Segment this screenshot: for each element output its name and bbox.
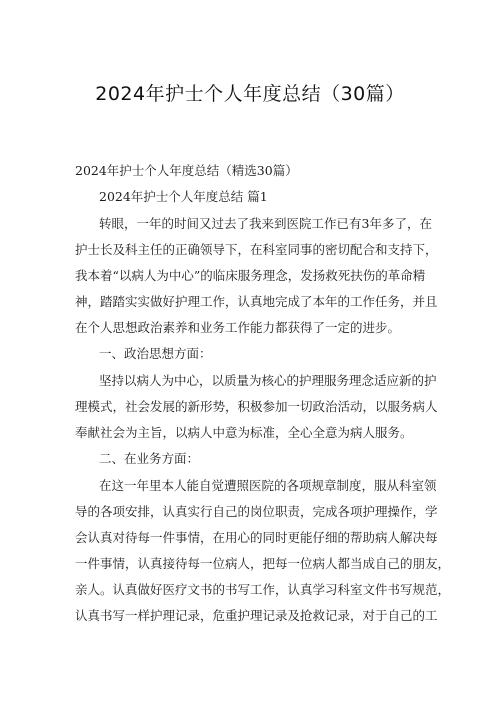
paragraph-line: 会认真对待每一件事情，在用心的同时更能仔细的帮助病人解决每: [75, 530, 438, 545]
paragraph-line: 坚持以病人为中心，以质量为核心的护理服务理念适应新的护: [99, 373, 437, 388]
paragraph-line: 护士长及科主任的正确领导下，在科室同事的密切配合和支持下，: [75, 242, 438, 257]
subtitle-line: 2024年护士个人年度总结（精选30篇）: [75, 163, 298, 178]
paragraph-line: 转眼，一年的时间又过去了我来到医院工作已有3年多了，在: [99, 216, 432, 231]
paragraph-line: 理模式，社会发展的新形势，积极参加一切政治活动，以服务病人: [75, 399, 438, 414]
subheading: 二、在业务方面：: [99, 451, 200, 466]
paragraph-line: 奉献社会为主旨，以病人中意为标准，全心全意为病人服务。: [75, 425, 413, 440]
paragraph-line: 一件事情，认真接待每一位病人，把每一位病人都当成自己的朋友，: [75, 556, 451, 571]
paragraph-line: 我本着“以病人为中心”的临床服务理念，发扬救死扶伤的革命精: [75, 268, 426, 283]
paragraph-line: 认真书写一样护理记录，危重护理记录及抢救记录，对于自己的工: [75, 608, 438, 623]
paragraph-line: 亲人。认真做好医疗文书的书写工作，认真学习科室文件书写规范，: [75, 582, 451, 597]
paragraph-line: 导的各项安排，认真实行自己的岗位职责，完成各项护理操作，学: [75, 504, 438, 519]
subheading: 一、政治思想方面：: [99, 346, 212, 361]
paragraph-line: 在这一年里本人能自觉遭照医院的各项规章制度，服从科室领: [99, 478, 437, 493]
section-heading: 2024年护士个人年度总结 篇1: [99, 189, 268, 204]
document-title: 2024年护士个人年度总结（30篇）: [95, 83, 405, 105]
paragraph-line: 神，踏踏实实做好护理工作，认真地完成了本年的工作任务，并且: [75, 294, 438, 309]
paragraph-line: 在个人思想政治素养和业务工作能力都获得了一定的进步。: [75, 320, 401, 335]
